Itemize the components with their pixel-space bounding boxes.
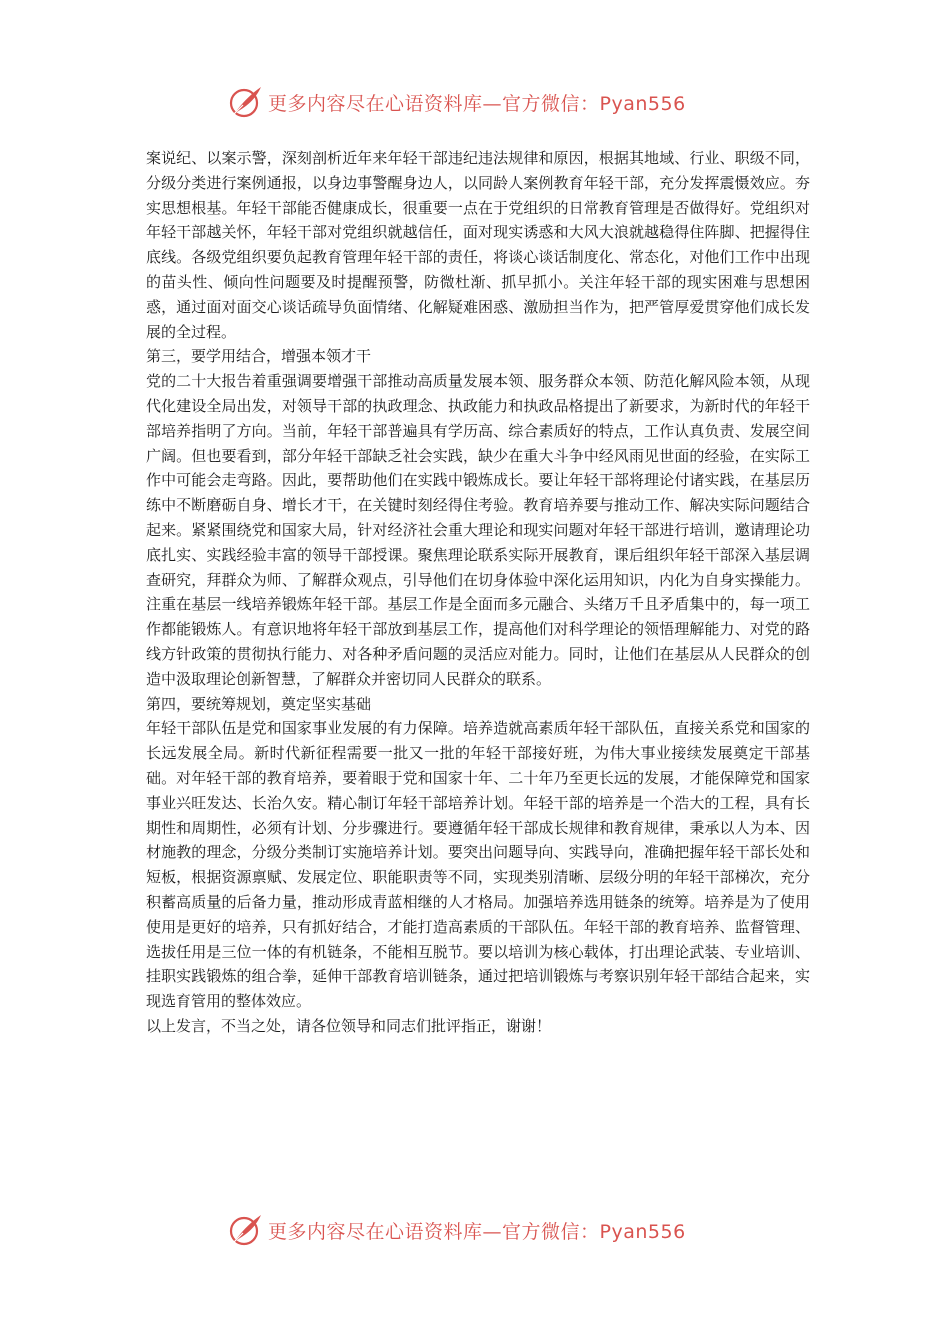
wechat-id: Pyan556 [599,92,686,115]
footer-watermark-banner [228,1210,728,1250]
paragraph-third: 党的二十大报告着重强调要增强干部推动高质量发展本领、服务群众本领、防范化解风险本领，从现代化建设全局出发，对领导干部的执政理念、执政能力和执政品格提出了新要求，为新时代的年轻干部培养指明了方向。当前，年轻干部普遍具有学历高、综合素质好的特点，工作认真负责、发展空间广阔。但也要看到，部分年轻干部缺乏社会实践，缺少在重大斗争中经风雨见世面的经验，在实际工作中可能会走弯路。因此，要帮助他们在实践中锻炼成长。要让年轻干部将理论付诸实践，在基层历练中不断磨砺自身、增长才干，在关键时刻经得住考验。教育培养要与推动工作、解决实际问题结合起来。紧紧围绕党和国家大局，针对经济社会重大理论和现实问题对年轻干部进行培训，邀请理论功底扎实、实践经验丰富的领导干部授课。聚焦理论联系实际开展教育，课后组织年轻干部深入基层调查研究，拜群众为师、了解群众观点，引导他们在切身体验中深化运用知识，内化为自身实操能力。注重在基层一线培养锻炼年轻干部。基层工作是全面而多元融合、头绪万千且矛盾集中的，每一项工作都能锻炼人。有意识地将年轻干部放到基层工作，提高他们对科学理论的领悟理解能力、对党的路线方针政策的贯彻执行能力、对各种矛盾问题的灵活应对能力。同时，让他们在基层从人民群众的创造中汲取理论创新智慧，了解群众并密切同人民群众的联系。 [146,372,810,688]
paragraph-closing: 以上发言，不当之处，请各位领导和同志们批评指正，谢谢！ [146,1016,552,1035]
watermark-text [268,1217,686,1244]
wechat-id: Pyan556 [599,1220,686,1243]
watermark-label: 更多内容尽在心语资料库—官方微信： [268,92,600,115]
paragraph-intro: 案说纪、以案示警，深刻剖析近年来年轻干部违纪违法规律和原因，根据其地域、行业、职级不同，分级分类进行案例通报，以身边事警醒身边人，以同龄人案例教育年轻干部，充分发挥震慑效应。夯实思想根基。年轻干部能否健康成长，很重要一点在于党组织的日常教育管理是否做得好。党组织对年轻干部越关怀，年轻干部对党组织就越信任，面对现实诱惑和大风大浪就越稳得住阵脚、把握得住底线。各级党组织要负起教育管理年轻干部的责任，将谈心谈话制度化、常态化，对他们工作中出现的苗头性、倾向性问题要及时提醒预警，防微杜渐、抓早抓小。关注年轻干部的现实困难与思想困惑，通过面对面交心谈话疏导负面情绪、化解疑难困惑、激励担当作为，把严管厚爱贯穿他们成长发展的全过程。 [146,149,810,341]
section-heading-fourth: 第四，要统筹规划，奠定坚实基础 [146,694,372,713]
paragraph-fourth: 年轻干部队伍是党和国家事业发展的有力保障。培养造就高素质年轻干部队伍，直接关系党和国家的长远发展全局。新时代新征程需要一批又一批的年轻干部接好班，为伟大事业接续发展奠定干部基础。对年轻干部的教育培养，要着眼于党和国家十年、二十年乃至更长远的发展，才能保障党和国家事业兴旺发达、长治久安。精心制订年轻干部培养计划。年轻干部的培养是一个浩大的工程，具有长期性和周期性，必须有计划、分步骤进行。要遵循年轻干部成长规律和教育规律，秉承以人为本、因材施教的理念，分级分类制订实施培养计划。要突出问题导向、实践导向，准确把握年轻干部长处和短板，根据资源禀赋、发展定位、职能职责等不同，实现类别清晰、层级分明的年轻干部梯次，充分积蓄高质量的后备力量，推动形成青蓝相继的人才格局。加强培养选用链条的统筹。培养是为了使用使用是更好的培养，只有抓好结合，才能打造高素质的干部队伍。年轻干部的教育培养、监督管理、选拔任用是三位一体的有机链条，不能相互脱节。要以培训为核心载体，打出理论武装、专业培训、挂职实践锻炼的组合拳，延伸干部教育培训链条，通过把培训锻炼与考察识别年轻干部结合起来，实现选育管用的整体效应。 [146,719,810,1011]
header-watermark-banner [228,82,728,122]
document-body [146,146,810,1039]
quill-pen-logo-icon [228,84,264,120]
watermark-text [268,89,686,116]
quill-pen-logo-icon [228,1212,264,1248]
section-heading-third: 第三，要学用结合，增强本领才干 [146,347,372,366]
watermark-label: 更多内容尽在心语资料库—官方微信： [268,1220,600,1243]
